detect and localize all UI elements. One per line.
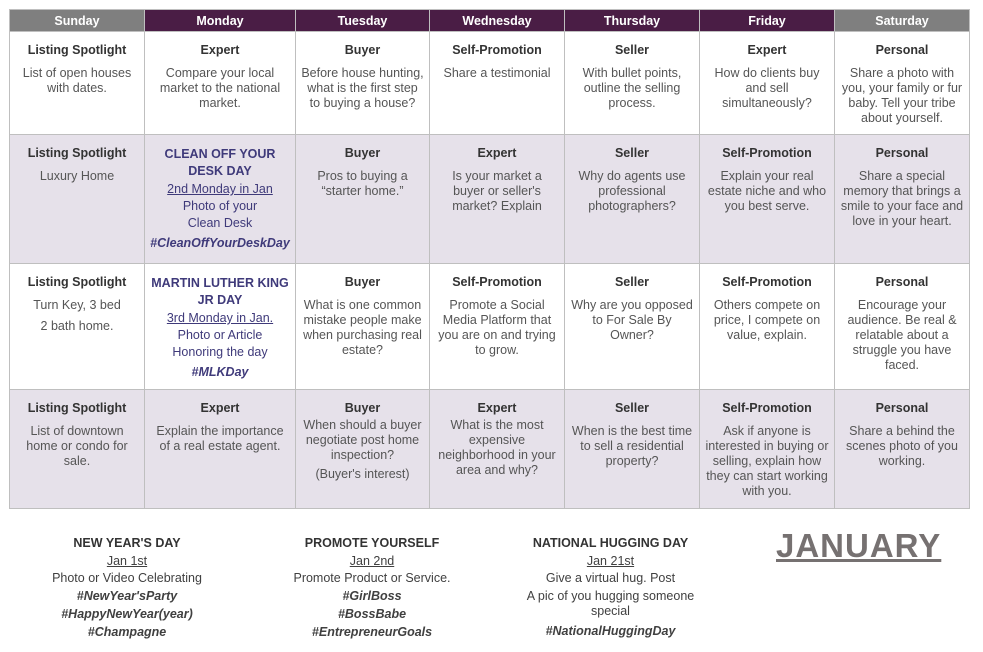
cell-category: Expert [200, 43, 240, 57]
cell-text: How do clients buy and sell simultaneously? [714, 66, 820, 110]
cell-category: Expert [477, 401, 517, 415]
month-title: JANUARY [776, 527, 942, 564]
calendar-grid [9, 9, 970, 509]
cell-text: Others compete on price, I compete on value, explain. [713, 298, 821, 342]
day-header-wednesday: Wednesday [430, 10, 565, 32]
cell-category: Personal [875, 146, 929, 160]
cell-text: Explain the importance of a real estate agent. [156, 424, 284, 453]
calendar-cell [145, 32, 296, 135]
holiday-date: 2nd Monday in Jan [167, 182, 273, 196]
cell-text: Why do agents use professional photographers? [578, 169, 686, 213]
holiday-cell [145, 135, 296, 264]
cell-note: (Buyer's interest) [315, 467, 410, 481]
cell-text: Compare your local market to the national market. [159, 66, 281, 110]
note-hashtag: #EntrepreneurGoals [311, 625, 433, 639]
holiday-title: MARTIN LUTHER KING JR DAY [151, 276, 289, 307]
cell-category: Listing Spotlight [27, 401, 127, 415]
holiday-cell [145, 264, 296, 390]
cell-text: Luxury Home [39, 169, 115, 183]
cell-category: Personal [875, 43, 929, 57]
note-text: Promote Product or Service. [293, 571, 451, 585]
calendar-cell [700, 135, 835, 264]
cell-category: Seller [614, 401, 650, 415]
note-date: Jan 2nd [349, 554, 395, 568]
note-hashtag: #Champagne [87, 625, 167, 639]
note-title: NATIONAL HUGGING DAY [532, 536, 689, 550]
cell-text: What is the most expensive neighborhood in your area and why? [438, 418, 556, 477]
cell-category: Personal [875, 401, 929, 415]
cell-category: Buyer [344, 43, 381, 57]
holiday-description: Photo of your [182, 199, 258, 213]
cell-category: Listing Spotlight [27, 275, 127, 289]
cell-text: List of open houses with dates. [22, 66, 132, 95]
calendar-cell [565, 264, 700, 390]
cell-category: Self-Promotion [452, 43, 542, 57]
cell-text: Pros to buying a “starter home.” [317, 169, 408, 198]
week-row-2 [10, 135, 970, 264]
cell-category: Seller [614, 43, 650, 57]
calendar-cell [296, 135, 430, 264]
calendar-cell [296, 32, 430, 135]
calendar-cell [430, 135, 565, 264]
week-row-1 [10, 32, 970, 135]
day-header-saturday: Saturday [835, 10, 970, 32]
calendar-cell [835, 390, 970, 509]
cell-text: Share a behind the scenes photo of you working. [846, 424, 958, 468]
calendar-cell [10, 264, 145, 390]
note-hashtag: #HappyNewYear(year) [61, 607, 193, 621]
cell-category: Expert [747, 43, 787, 57]
cell-text: Why are you opposed to For Sale By Owner? [571, 298, 693, 342]
holiday-title: CLEAN OFF YOUR DESK DAY [164, 147, 276, 178]
week-row-3 [10, 264, 970, 390]
cell-text: Turn Key, 3 bed [33, 298, 121, 312]
cell-category: Listing Spotlight [27, 146, 127, 160]
cell-text: Promote a Social Media Platform that you are on and trying to grow. [438, 298, 556, 357]
cell-text: When should a buyer negotiate post home inspection? [303, 418, 422, 462]
cell-text: What is one common mistake people make when purchasing real estate? [303, 298, 422, 357]
calendar-cell [565, 135, 700, 264]
day-header-friday: Friday [700, 10, 835, 32]
holiday-description: Honoring the day [172, 345, 268, 359]
day-header-sunday: Sunday [10, 10, 145, 32]
cell-text: Share a special memory that brings a smile to your face and love in your heart. [840, 169, 964, 228]
note-hashtag: #NewYear'sParty [76, 589, 178, 603]
new-years-day-note [22, 535, 232, 641]
day-header-monday: Monday [145, 10, 296, 32]
calendar-cell [700, 264, 835, 390]
cell-text: When is the best time to sell a residential property? [571, 424, 693, 468]
cell-text: Share a testimonial [443, 66, 551, 80]
promote-yourself-note [267, 535, 477, 641]
cell-text: Is your market a buyer or seller's market? Explain [452, 169, 542, 213]
calendar-cell [835, 135, 970, 264]
note-hashtag: #BossBabe [337, 607, 407, 621]
holiday-description: Photo or Article [177, 328, 263, 342]
cell-category: Buyer [344, 146, 381, 160]
cell-text: List of downtown home or condo for sale. [26, 424, 128, 468]
cell-category: Buyer [344, 275, 381, 289]
calendar-cell [10, 390, 145, 509]
cell-category: Expert [477, 146, 517, 160]
calendar-cell [430, 264, 565, 390]
calendar-cell [296, 390, 430, 509]
holiday-date: 3rd Monday in Jan. [166, 311, 274, 325]
cell-category: Seller [614, 146, 650, 160]
cell-category: Self-Promotion [452, 275, 542, 289]
cell-category: Self-Promotion [722, 275, 812, 289]
calendar-cell [10, 32, 145, 135]
calendar-cell [565, 32, 700, 135]
calendar-cell [700, 32, 835, 135]
note-text: A pic of you hugging someone special [526, 589, 695, 618]
holiday-hashtag: #MLKDay [191, 365, 249, 379]
calendar-cell [430, 390, 565, 509]
note-date: Jan 1st [106, 554, 148, 568]
note-hashtag: #NationalHuggingDay [545, 624, 676, 638]
note-text: Photo or Video Celebrating [52, 571, 202, 585]
cell-text: Before house hunting, what is the first step to buying a house? [301, 66, 424, 110]
cell-note: 2 bath home. [40, 319, 114, 333]
cell-text: Share a photo with you, your family or fur baby. Tell your tribe about yourself. [841, 66, 963, 125]
note-hashtag: #GirlBoss [342, 589, 402, 603]
calendar-cell [835, 264, 970, 390]
national-hugging-day-note [508, 535, 713, 640]
day-header-thursday: Thursday [565, 10, 700, 32]
calendar-cell [296, 264, 430, 390]
calendar-cell [700, 390, 835, 509]
note-date: Jan 21st [586, 554, 635, 568]
calendar-cell [565, 390, 700, 509]
calendar-cell [10, 135, 145, 264]
holiday-description: Clean Desk [187, 216, 253, 230]
day-header-row [10, 10, 970, 32]
calendar-cell [835, 32, 970, 135]
cell-text: Encourage your audience. Be real & relatable about a struggle you have faced. [847, 298, 957, 372]
calendar-cell [145, 390, 296, 509]
week-row-4 [10, 390, 970, 509]
note-text: Give a virtual hug. Post [545, 571, 676, 585]
calendar-cell [430, 32, 565, 135]
cell-category: Listing Spotlight [27, 43, 127, 57]
holiday-hashtag: #CleanOffYourDeskDay [150, 236, 290, 250]
cell-category: Self-Promotion [722, 146, 812, 160]
cell-category: Seller [614, 275, 650, 289]
note-title: NEW YEAR'S DAY [73, 536, 181, 550]
day-header-tuesday: Tuesday [296, 10, 430, 32]
cell-category: Expert [200, 401, 240, 415]
cell-text: With bullet points, outline the selling process. [582, 66, 682, 110]
cell-category: Personal [875, 275, 929, 289]
cell-text: Explain your real estate niche and who you best serve. [707, 169, 827, 213]
cell-text: Ask if anyone is interested in buying or selling, explain how they can start working with you. [705, 424, 829, 498]
note-title: PROMOTE YOURSELF [304, 536, 440, 550]
cell-category: Buyer [344, 401, 381, 415]
cell-category: Self-Promotion [722, 401, 812, 415]
